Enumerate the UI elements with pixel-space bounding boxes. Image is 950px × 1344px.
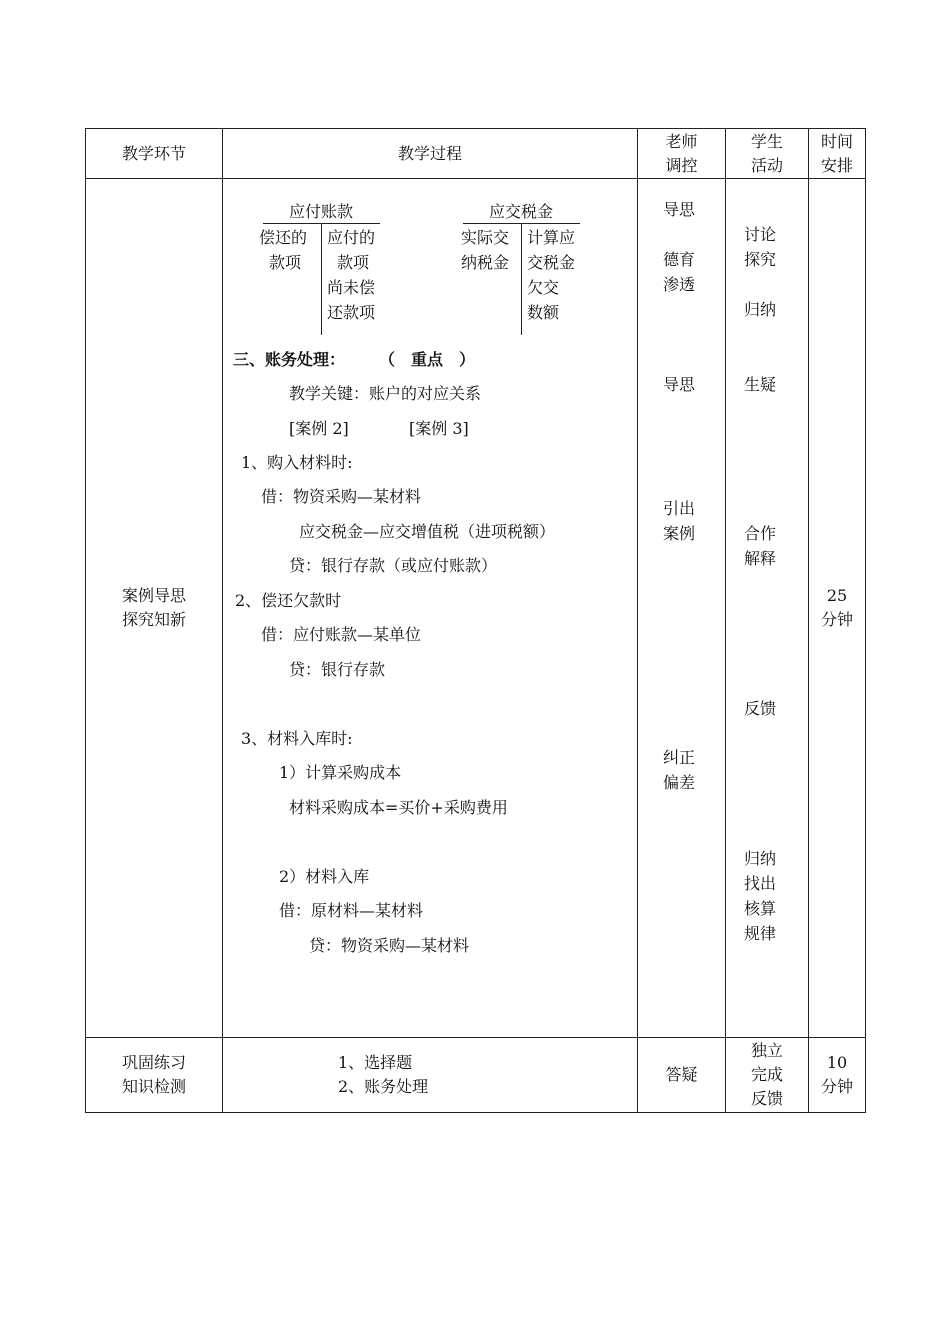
practice-item-1: 1、选择题 xyxy=(338,1053,413,1072)
step3-title: 3、材料入库时: xyxy=(241,729,353,748)
step3-formula: 材料采购成本=买价+采购费用 xyxy=(289,798,508,817)
header-process: 教学过程 xyxy=(223,129,638,179)
practice-student-cell xyxy=(726,1038,809,1113)
section-title: 三、账务处理： xyxy=(233,350,346,369)
t-account-tax-right2: 交税金 xyxy=(527,253,576,272)
teacher-guide-2: 导思 xyxy=(663,375,696,394)
practice-student-line1: 独立 xyxy=(750,1041,783,1060)
teacher-case-1: 引出 xyxy=(663,499,696,518)
header-stage: 教学环节 xyxy=(86,129,223,179)
header-time-line2: 安排 xyxy=(820,155,853,175)
header-teacher-line2: 调控 xyxy=(665,155,698,175)
t-account-tax-left1: 实际交 xyxy=(461,228,510,247)
t-account-payable-left1: 偿还的 xyxy=(259,228,308,247)
t-account-payable-title: 应付账款 xyxy=(289,202,354,221)
step2-credit: 贷：银行存款 xyxy=(289,660,386,679)
t-account-payable-vline xyxy=(321,223,322,335)
key-point: 教学关键：账户的对应关系 xyxy=(289,384,482,403)
header-student-line1: 学生 xyxy=(750,131,783,151)
practice-items-cell xyxy=(223,1038,638,1113)
step1-debit-2: 应交税金—应交增值税（进项税额） xyxy=(299,522,556,541)
student-rules-4: 规律 xyxy=(744,924,777,943)
step3-debit: 借：原材料—某材料 xyxy=(279,901,424,920)
t-account-tax-title: 应交税金 xyxy=(489,202,554,221)
header-time xyxy=(809,129,866,179)
step1-credit: 贷：银行存款（或应付账款） xyxy=(289,556,498,575)
practice-student-line2: 完成 xyxy=(750,1065,783,1084)
case-process-cell xyxy=(223,179,638,1038)
student-rules-2: 找出 xyxy=(744,874,777,893)
practice-teacher-cell: 答疑 xyxy=(638,1038,726,1113)
header-time-line1: 时间 xyxy=(820,131,853,151)
teacher-correct-1: 纠正 xyxy=(663,748,696,767)
practice-time-number: 10 xyxy=(826,1053,848,1072)
student-feedback: 反馈 xyxy=(744,699,777,718)
t-account-tax-left2: 纳税金 xyxy=(461,253,510,272)
teacher-moral-1: 德育 xyxy=(663,250,696,269)
case-teacher-cell xyxy=(638,179,726,1038)
section-key-marker: （ 重点 ） xyxy=(379,350,476,369)
teacher-guide-1: 导思 xyxy=(663,200,696,219)
case-stage-line2: 探究知新 xyxy=(121,610,186,629)
lesson-plan-table xyxy=(85,128,866,1113)
practice-item-2: 2、账务处理 xyxy=(338,1077,429,1096)
step1-title: 1、购入材料时: xyxy=(241,453,353,472)
step1-debit: 借：物资采购—某材料 xyxy=(261,487,422,506)
t-account-payable-right2: 款项 xyxy=(337,253,370,272)
practice-stage-cell xyxy=(86,1038,223,1113)
student-discuss-2: 探究 xyxy=(744,250,777,269)
student-cooperate-2: 解释 xyxy=(744,549,777,568)
practice-row xyxy=(86,1038,866,1113)
case-time-unit: 分钟 xyxy=(820,610,853,629)
step2-debit: 借：应付账款—某单位 xyxy=(261,625,422,644)
case-3-label: [案例 3] xyxy=(409,419,469,438)
teacher-correct-2: 偏差 xyxy=(663,773,696,792)
case-row xyxy=(86,179,866,1038)
step3-sub1: 1）计算采购成本 xyxy=(279,763,402,782)
t-account-tax xyxy=(463,199,588,334)
step2-title: 2、偿还欠款时 xyxy=(235,591,342,610)
teacher-moral-2: 渗透 xyxy=(663,275,696,294)
t-account-payable-right4: 还款项 xyxy=(327,303,376,322)
student-summarize: 归纳 xyxy=(744,300,777,319)
t-account-tax-right4: 数额 xyxy=(527,303,560,322)
case-2-label: [案例 2] xyxy=(289,419,349,438)
student-discuss-1: 讨论 xyxy=(744,225,777,244)
t-account-payable-right1: 应付的 xyxy=(327,228,376,247)
practice-time-cell xyxy=(809,1038,866,1113)
case-stage-line1: 案例导思 xyxy=(121,586,186,605)
student-cooperate-1: 合作 xyxy=(744,524,777,543)
step3-credit: 贷：物资采购—某材料 xyxy=(309,936,470,955)
student-rules-3: 核算 xyxy=(744,899,777,918)
t-account-tax-vline xyxy=(521,223,522,335)
practice-stage-line2: 知识检测 xyxy=(121,1077,186,1096)
case-time-cell xyxy=(809,179,866,1038)
t-account-payable-right3: 尚未偿 xyxy=(327,278,376,297)
header-student xyxy=(726,129,809,179)
practice-student-line3: 反馈 xyxy=(750,1089,783,1108)
case-student-cell xyxy=(726,179,809,1038)
case-stage-cell xyxy=(86,179,223,1038)
header-student-line2: 活动 xyxy=(750,155,783,175)
practice-stage-line1: 巩固练习 xyxy=(121,1053,186,1072)
step3-sub2: 2）材料入库 xyxy=(279,867,370,886)
student-rules-1: 归纳 xyxy=(744,849,777,868)
header-teacher xyxy=(638,129,726,179)
t-account-tax-right1: 计算应 xyxy=(527,228,576,247)
student-doubt: 生疑 xyxy=(744,375,777,394)
header-row xyxy=(86,129,866,179)
t-account-payable-left2: 款项 xyxy=(269,253,302,272)
t-account-payable xyxy=(259,199,388,334)
header-teacher-line1: 老师 xyxy=(665,131,698,151)
case-time-number: 25 xyxy=(826,586,848,605)
teacher-case-2: 案例 xyxy=(663,524,696,543)
t-account-tax-right3: 欠交 xyxy=(527,278,560,297)
practice-time-unit: 分钟 xyxy=(820,1077,853,1096)
